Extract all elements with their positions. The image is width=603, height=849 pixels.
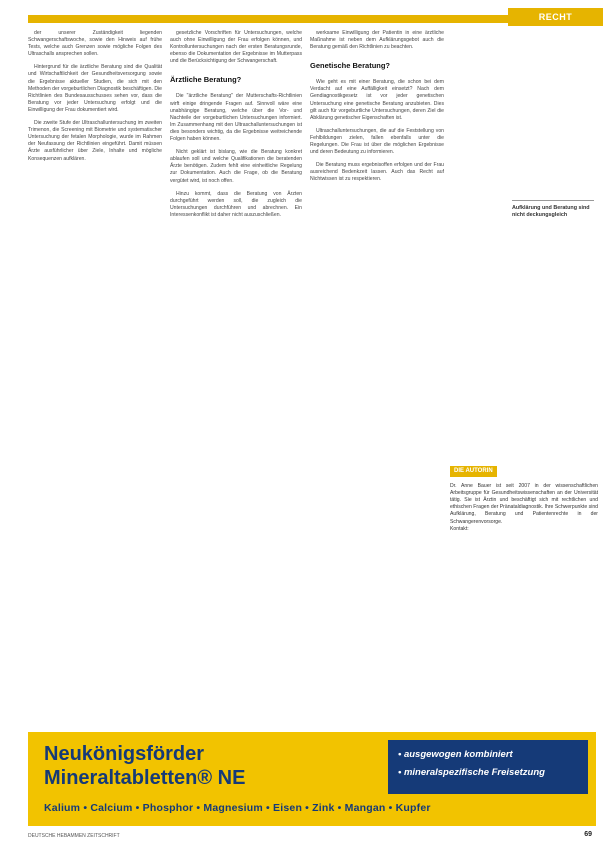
paragraph: Die zweite Stufe der Ultraschalluntersuchung im zweiten Trimenon, die Screening mit Biometrie und systematischer Untersuchung der fetalen Morphologie, wurde im Rahmen der Neufassung der Richtlinien eingeführt. Damit müssen Ärzte ausführlicher über Ziele, Inhalte und mögliche Konsequenzen aufklären. bbox=[28, 120, 162, 162]
author-contact-label: Kontakt: bbox=[450, 525, 469, 532]
pull-quote bbox=[512, 200, 594, 219]
paragraph: Hintergrund für die ärztliche Beratung sind die Qualität und Wirtschaftlichkeit der Gesundheitsversorgung sowie die Ergebnisse aktueller Studien, die sich mit den Methoden der vorgeburtlichen Diagnostik beschäftigen. Die Richtlinien des Bundesausschusses sehen vor, dass die Beratung vor jeder Untersuchung erfolgt und die Einwilligung der Frau dokumentiert wird. bbox=[28, 64, 162, 113]
publication-name: DEUTSCHE HEBAMMEN ZEITSCHRIFT bbox=[28, 833, 120, 839]
paragraph: Die Beratung muss ergebnisoffen erfolgen und der Frau ausreichend Bedenkzeit lassen. Auch das Recht auf Nichtwissen ist zu respektieren. bbox=[310, 162, 444, 183]
page-number: 69 bbox=[584, 831, 592, 838]
paragraph: gesetzliche Vorschriften für Untersuchungen, welche auch ohne Einwilligung der Frau erfolgen können, und Kontrolluntersuchungen nach der ersten Beratungsrunde, ebenso die Dokumentation der Ergebnisse im Mutterpass und die Berücksichtigung der Schwangerschaft. bbox=[170, 30, 302, 65]
paragraph: Die "ärztliche Beratung" der Mutterschafts-Richtlinien wirft einige dringende Fragen auf. Sinnvoll wäre eine unabhängige Beratung, welche über die Vor- und Nachteile der vorgeburtlichen Untersuchungen informiert. Im Zusammenhang mit den Ultraschalluntersuchungen ist dies besonders wichtig, da die Ergebnisse weitreichende Folgen haben können. bbox=[170, 93, 302, 143]
article-column-3 bbox=[310, 30, 444, 730]
paragraph: Hinzu kommt, dass die Beratung von Ärzten durchgeführt werden soll, die zugleich die Untersuchungen durchführen und abrechnen. Ein Interessenkonflikt ist daher nicht auszuschließen. bbox=[170, 190, 302, 218]
author-tag: DIE AUTORIN bbox=[450, 466, 497, 477]
pull-quote-rule bbox=[512, 200, 594, 201]
author-bio: Dr. Anne Bauer ist seit 2007 in der wissenschaftlichen Arbeitsgruppe für Gesundheitswissenschaften an der Universität tätig. Sie ist Ärztin und beschäftigt sich mit rechtlichen und ethischen Fragen der Pränataldiagnostik. Ihre Schwerpunkte sind Aufklärung, Beratung und Patientenrechte in der Schwangerenvorsorge. bbox=[450, 483, 598, 525]
article-column-2 bbox=[170, 30, 302, 730]
page-footer bbox=[28, 833, 596, 843]
ad-feature: • ausgewogen kombiniert bbox=[398, 749, 513, 760]
paragraph: der unserer Zuständigkeit liegenden Schwangerschaftswoche, sowie den Hinweis auf frühe Tests, welche auch Grenzen sowie mögliche Folgen des Ultraschalls ansprechen sollen. bbox=[28, 30, 162, 58]
ad-title-line-2: Mineraltabletten® NE bbox=[44, 767, 246, 789]
ad-minerals-list: Kalium • Calcium • Phosphor • Magnesium • Eisen • Zink • Mangan • Kupfer bbox=[44, 802, 431, 814]
section-label: RECHT bbox=[508, 8, 603, 26]
paragraph: Wie geht es mit einer Beratung, die schon bei dem Verdacht auf eine Auffälligkeit einsetzt? Nach dem Gendiagnostikgesetz ist vor jeder genetischen Untersuchung eine genetische Beratung anzubieten. Dies gilt auch für vorgeburtliche Untersuchungen, deren Ziel die Abklärung genetischer Eigenschaften ist. bbox=[310, 79, 444, 121]
author-box bbox=[450, 466, 598, 726]
page-header bbox=[0, 0, 603, 26]
article-column-1 bbox=[28, 30, 162, 730]
ad-feature-box bbox=[388, 740, 588, 794]
ad-title bbox=[44, 742, 384, 790]
paragraph: Ultraschalluntersuchungen, die auf die Feststellung von Fehlbildungen zielen, fallen ebenfalls unter die Regelungen. Die Frau ist über die möglichen Ergebnisse und deren Bedeutung zu informieren. bbox=[310, 127, 444, 156]
paragraph: Nicht geklärt ist bislang, wie die Beratung konkret ablaufen soll und welche Qualifikationen die beratenden Ärzte benötigen. Zudem fehlt eine einheitliche Regelung zur Dokumentation. Auch die Frage, ob die Beratung vergütet wird, ist noch offen. bbox=[170, 149, 302, 184]
pull-quote-text: Aufklärung und Beratung sind nicht deckungsgleich bbox=[512, 205, 590, 219]
advertisement[interactable] bbox=[28, 732, 596, 826]
paragraph: werksame Einwilligung der Patientin in eine ärztliche Maßnahme ist neben dem Aufklärungsgebot auch die Beratung gemäß den Richtlinien zu beachten. bbox=[310, 30, 444, 51]
ad-feature: • mineralspezifische Freisetzung bbox=[398, 767, 545, 778]
subheading: Genetische Beratung? bbox=[310, 61, 391, 71]
subheading: Ärztliche Beratung? bbox=[170, 75, 242, 85]
ad-title-line-1: Neukönigsförder bbox=[44, 743, 205, 765]
header-rule bbox=[28, 15, 508, 23]
